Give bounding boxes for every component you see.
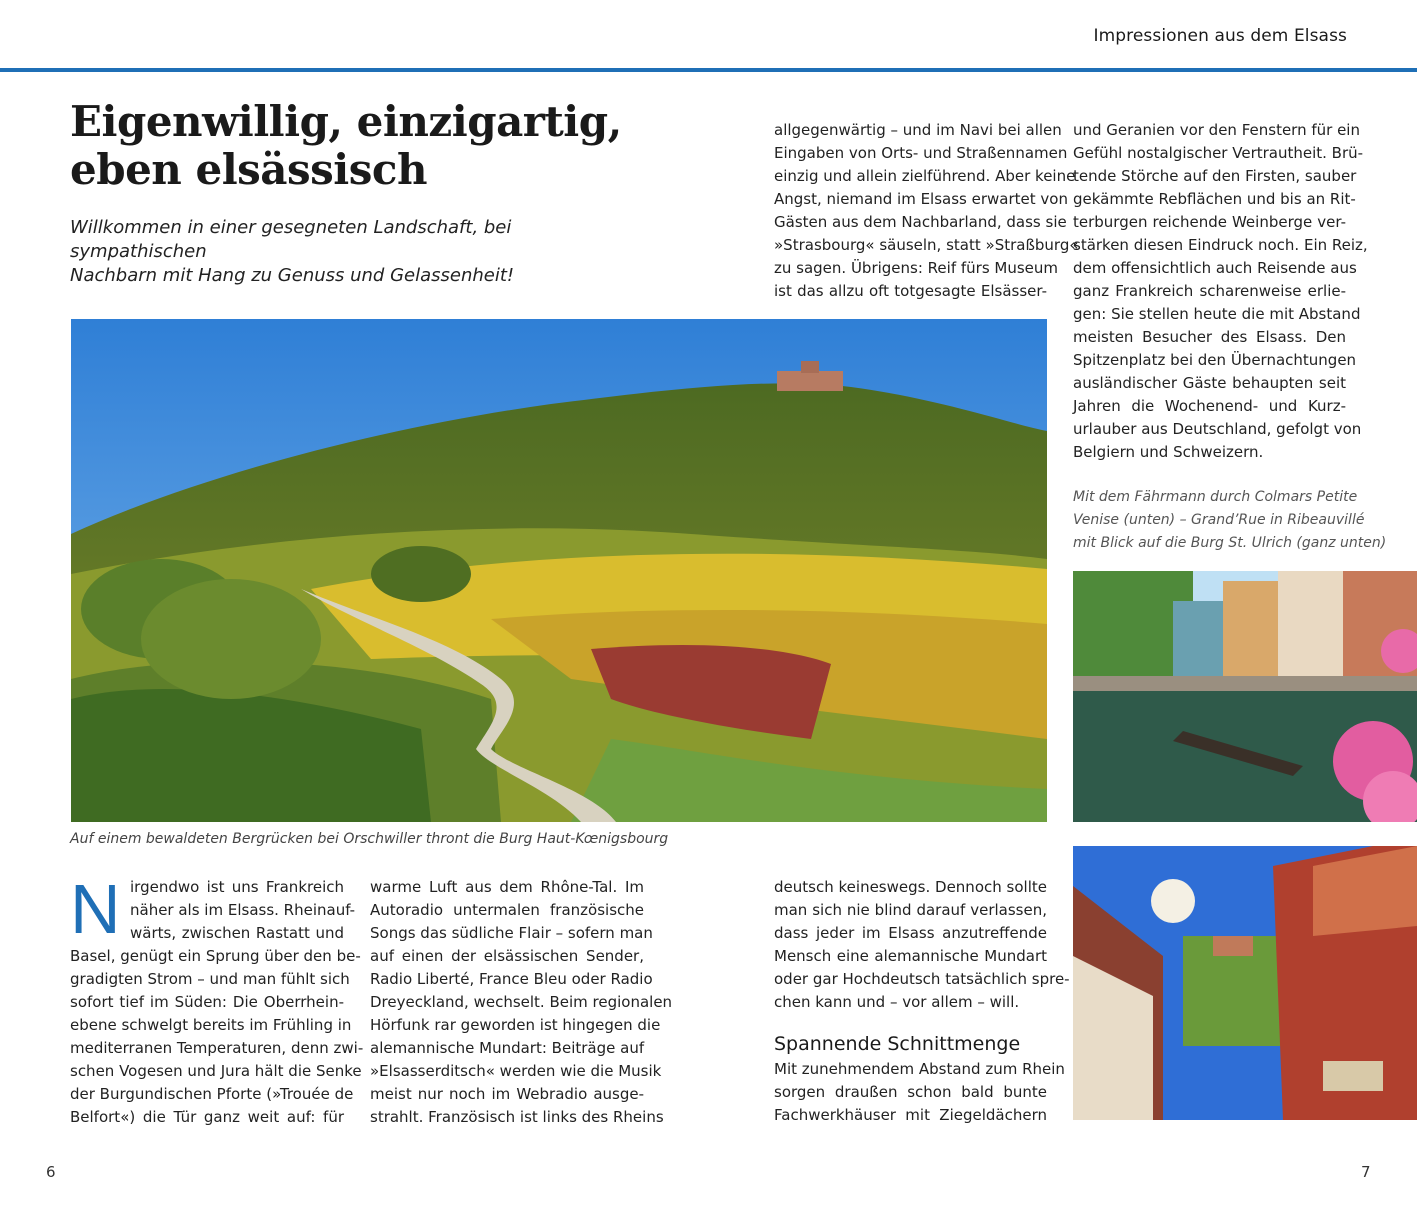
text-line: ganz Frankreich scharenweise erlie- — [1073, 282, 1346, 300]
text-column-b — [370, 876, 673, 1129]
intro-line: Willkommen in einer gesegneten Landschaft, bei sympathischen — [70, 217, 512, 262]
text-line: sofort tief im Süden: Die Oberrhein- — [70, 993, 344, 1011]
text-line: und Geranien vor den Fenstern für ein — [1073, 121, 1360, 139]
text-line: »Strasbourg« säuseln, statt »Straßburg« — [774, 236, 1079, 254]
text-line: Spitzenplatz bei den Übernachtungen — [1073, 351, 1357, 369]
text-line: stärken diesen Eindruck noch. Ein Reiz, — [1073, 236, 1368, 254]
text-line: gradigten Strom – und man fühlt sich — [70, 970, 350, 988]
text-line: sorgen draußen schon bald bunte — [774, 1083, 1047, 1101]
text-line: zu sagen. Übrigens: Reif fürs Museum — [774, 259, 1059, 277]
page-number-left: 6 — [46, 1163, 56, 1181]
text-line: ausländischer Gäste behaupten seit — [1073, 374, 1346, 392]
side-photo-caption — [1073, 486, 1387, 555]
text-line: Eingaben von Orts- und Straßennamen — [774, 144, 1068, 162]
title-line: eben elsässisch — [70, 145, 428, 194]
text-column-c-after — [774, 1058, 1065, 1127]
text-line: allgegenwärtig – und im Navi bei allen — [774, 121, 1062, 139]
section-header: Impressionen aus dem Elsass — [1093, 26, 1347, 46]
text-line: deutsch keineswegs. Dennoch sollte — [774, 878, 1047, 896]
text-line: dem offensichtlich auch Reisende aus — [1073, 259, 1357, 277]
text-line: »Elsasserditsch« werden wie die Musik — [370, 1062, 662, 1080]
text-line: ebene schwelgt bereits im Frühling in — [70, 1016, 352, 1034]
text-line: Radio Liberté, France Bleu oder Radio — [370, 970, 653, 988]
text-line: Belfort«) die Tür ganz weit auf: für — [70, 1108, 344, 1126]
article-intro — [70, 216, 630, 288]
text-line: oder gar Hochdeutsch tatsächlich spre- — [774, 970, 1070, 988]
text-line: Fachwerkhäuser mit Ziegeldächern — [774, 1106, 1047, 1124]
text-column-c-top — [774, 119, 1079, 303]
ribeauville-street-photo — [1073, 846, 1417, 1120]
text-line: einzig und allein zielführend. Aber keine — [774, 167, 1076, 185]
header-rule — [0, 68, 1417, 72]
text-line: urlauber aus Deutschland, gefolgt von — [1073, 420, 1362, 438]
text-line: wärts, zwischen Rastatt und — [130, 924, 344, 942]
text-line: Autoradio untermalen französische — [370, 901, 644, 919]
text-column-c-bottom — [774, 876, 1070, 1014]
title-line: Eigenwillig, einzigartig, — [70, 97, 622, 146]
caption-line: Venise (unten) – Grand’Rue in Ribeauvillé — [1073, 512, 1365, 528]
text-line: terburgen reichende Weinberge ver- — [1073, 213, 1346, 231]
text-line: meisten Besucher des Elsass. Den — [1073, 328, 1346, 346]
text-line: tende Störche auf den Firsten, sauber — [1073, 167, 1357, 185]
main-photo-caption: Auf einem bewaldeten Bergrücken bei Orschwiller thront die Burg Haut-Kœnigsbourg — [70, 831, 669, 847]
text-line: Basel, genügt ein Sprung über den be- — [70, 947, 361, 965]
text-line: alemannische Mundart: Beiträge auf — [370, 1039, 645, 1057]
colmar-canal-photo — [1073, 571, 1417, 822]
text-line: chen kann und – vor allem – will. — [774, 993, 1020, 1011]
text-line: näher als im Elsass. Rheinauf- — [130, 901, 356, 919]
text-line: Songs das südliche Flair – sofern man — [370, 924, 653, 942]
text-line: dass jeder im Elsass anzutreffende — [774, 924, 1047, 942]
page-number-right: 7 — [1361, 1163, 1371, 1181]
text-line: Gästen aus dem Nachbarland, dass sie — [774, 213, 1067, 231]
text-line: Gefühl nostalgischer Vertrautheit. Brü- — [1073, 144, 1364, 162]
text-column-a — [70, 870, 364, 1129]
intro-line: Nachbarn mit Hang zu Genuss und Gelassenheit! — [70, 265, 515, 286]
caption-line: Mit dem Fährmann durch Colmars Petite — [1073, 489, 1358, 505]
caption-line: mit Blick auf die Burg St. Ulrich (ganz unten) — [1073, 535, 1387, 551]
section-subheading: Spannende Schnittmenge — [774, 1033, 1021, 1055]
text-line: Jahren die Wochenend- und Kurz- — [1073, 397, 1346, 415]
castle-landscape-photo — [71, 319, 1047, 822]
text-line: der Burgundischen Pforte (»Trouée de — [70, 1085, 354, 1103]
article-title — [70, 98, 670, 194]
text-column-d — [1073, 119, 1368, 464]
text-line: Dreyeckland, wechselt. Beim regionalen — [370, 993, 673, 1011]
text-line: schen Vogesen und Jura hält die Senke — [70, 1062, 362, 1080]
text-line: man sich nie blind darauf verlassen, — [774, 901, 1047, 919]
text-line: irgendwo ist uns Frankreich — [130, 878, 344, 896]
text-line: mediterranen Temperaturen, denn zwi- — [70, 1039, 364, 1057]
text-line: Angst, niemand im Elsass erwartet von — [774, 190, 1068, 208]
text-line: meist nur noch im Webradio ausge- — [370, 1085, 644, 1103]
text-line: auf einen der elsässischen Sender, — [370, 947, 644, 965]
text-line: gekämmte Rebflächen und bis an Rit- — [1073, 190, 1356, 208]
text-line: Mit zunehmendem Abstand zum Rhein — [774, 1060, 1065, 1078]
drop-cap-letter: N — [70, 870, 121, 948]
text-line: ist das allzu oft totgesagte Elsässer- — [774, 282, 1047, 300]
text-line: warme Luft aus dem Rhône-Tal. Im — [370, 878, 644, 896]
text-line: Mensch eine alemannische Mundart — [774, 947, 1047, 965]
text-line: gen: Sie stellen heute die mit Abstand — [1073, 305, 1361, 323]
text-line: Hörfunk rar geworden ist hingegen die — [370, 1016, 661, 1034]
text-line: strahlt. Französisch ist links des Rheins — [370, 1108, 664, 1126]
text-line: Belgiern und Schweizern. — [1073, 443, 1264, 461]
